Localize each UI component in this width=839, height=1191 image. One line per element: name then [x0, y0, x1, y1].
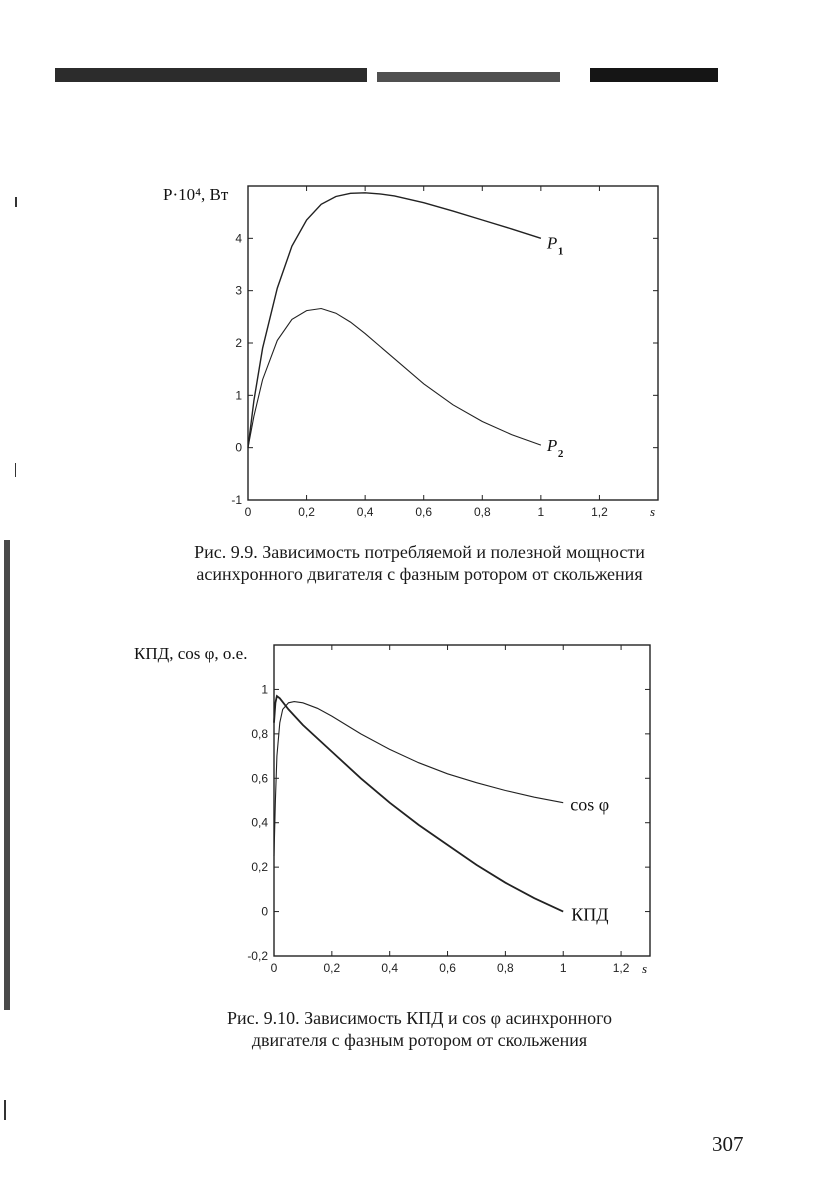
figure-9-10-caption — [0, 1007, 839, 1051]
x-tick-label: 0,8 — [497, 961, 514, 975]
y-tick-label: 1 — [261, 682, 268, 697]
header-rule-middle — [377, 72, 560, 82]
x-axis-label: s — [642, 961, 648, 976]
y-axis-label: КПД, cos φ, о.е. — [134, 644, 248, 663]
series-line-кпд — [274, 696, 563, 912]
x-axis-label: s — [650, 504, 656, 519]
page-number: 307 — [712, 1132, 744, 1156]
x-tick-label: 0,2 — [298, 505, 315, 519]
y-tick-label: 0,4 — [251, 815, 268, 830]
scan-edge-mark — [4, 1100, 6, 1120]
y-tick-label: 0,6 — [251, 771, 268, 786]
caption-line: асинхронного двигателя с фазным ротором от скольжения — [196, 564, 643, 584]
series-line-p2 — [248, 309, 541, 448]
x-tick-label: 0,6 — [415, 505, 433, 519]
y-tick-label: -0,2 — [247, 949, 268, 963]
header-rule-left — [55, 68, 367, 82]
y-tick-label: 0,8 — [251, 726, 268, 741]
y-tick-label: 3 — [235, 283, 242, 298]
x-tick-label: 0,8 — [473, 505, 491, 519]
series-label-p1-sub: 1 — [557, 245, 564, 258]
header-rule-right — [590, 68, 718, 82]
y-tick-label: 1 — [235, 388, 242, 403]
y-tick-label: 0,2 — [251, 860, 268, 875]
x-tick-label: 0,4 — [381, 961, 399, 975]
y-tick-label: -1 — [231, 493, 242, 507]
x-tick-label: 1,2 — [612, 961, 630, 975]
series-label-p2-sub: 2 — [557, 448, 564, 461]
series-line-cos — [274, 702, 563, 856]
x-tick-label: 0,2 — [323, 961, 341, 975]
caption-line: Рис. 9.10. Зависимость КПД и cos φ асинхронного — [226, 1008, 613, 1028]
power-chart — [0, 170, 839, 530]
y-tick-label: 2 — [235, 336, 242, 350]
y-tick-label: 0 — [261, 904, 268, 919]
caption-line: двигателя с фазным ротором от скольжения — [251, 1030, 588, 1050]
series-label-kpd: КПД — [571, 904, 609, 925]
series-label-cos: cos φ — [570, 794, 610, 815]
series-label-p2: P — [546, 436, 558, 456]
x-tick-label: 0 — [244, 505, 252, 519]
x-tick-label: 1,2 — [591, 505, 608, 519]
x-tick-label: 0,6 — [439, 961, 456, 975]
figure-9-9-caption — [0, 541, 839, 585]
x-tick-label: 1 — [559, 961, 567, 975]
y-axis-label: P·10⁴, Вт — [163, 185, 229, 204]
y-tick-label: 4 — [235, 231, 242, 246]
plot-frame — [248, 186, 658, 500]
x-tick-label: 0,4 — [356, 505, 374, 519]
x-tick-label: 0 — [270, 961, 278, 975]
x-tick-label: 1 — [537, 505, 545, 519]
efficiency-chart — [0, 635, 839, 985]
series-label-p1: P — [546, 233, 558, 253]
caption-line: Рис. 9.9. Зависимость потребляемой и полезной мощности — [194, 542, 645, 562]
y-tick-label: 0 — [235, 440, 242, 455]
